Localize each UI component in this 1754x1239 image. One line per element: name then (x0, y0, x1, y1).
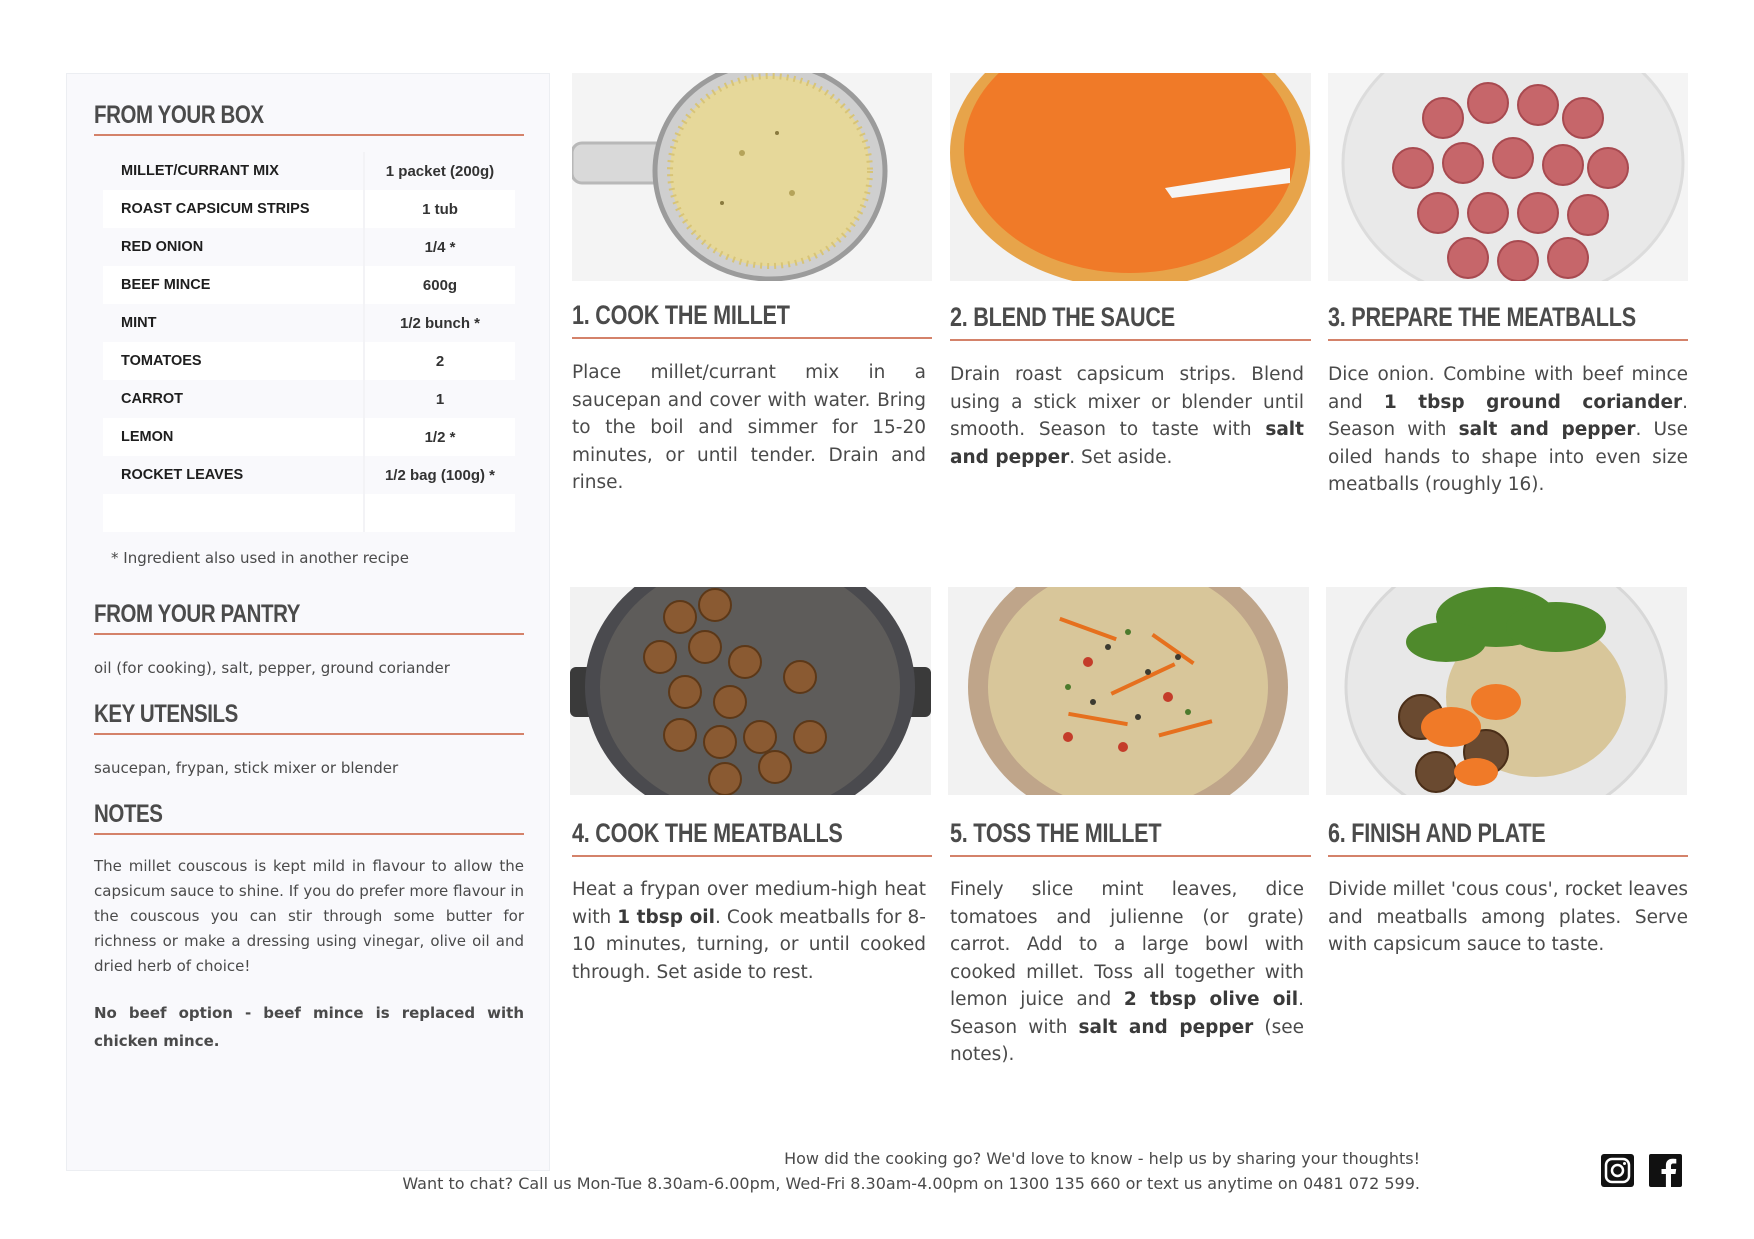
step-6-instructions (1328, 876, 1688, 959)
step-1-title: 1. COOK THE MILLET (572, 300, 790, 330)
step-divider (1328, 339, 1688, 341)
ingredient-quantity: 1 (363, 380, 515, 418)
step-divider (1328, 855, 1688, 857)
instruction-text: Divide millet 'cous cous', rocket leaves and meatballs among plates. Serve with capsicum sauce to taste. (1328, 879, 1688, 955)
ingredients-sidebar (66, 73, 550, 1171)
step-1-photo (572, 73, 932, 281)
ingredient-quantity: 1 packet (200g) (363, 152, 515, 190)
step-5-photo (948, 587, 1309, 795)
notes-text: The millet couscous is kept mild in flavour to allow the capsicum sauce to shine. If you do prefer more flavour in the couscous you can stir through some butter for richness or make a dressing using vinegar, olive oil and dried herb of choice! (94, 857, 524, 975)
utensils-text: saucepan, frypan, stick mixer or blender (94, 759, 399, 777)
ingredient-row (103, 190, 515, 228)
step-2-title: 2. BLEND THE SAUCE (950, 302, 1175, 332)
instruction-emphasis: salt and pepper (1458, 419, 1636, 440)
instruction-text: . Season with (1328, 391, 1689, 440)
ingredient-quantity: 1/2 bag (100g) * (363, 456, 515, 494)
ingredient-quantity: 1/4 * (363, 228, 515, 266)
step-4-photo (570, 587, 931, 795)
ingredient-footnote: * Ingredient also used in another recipe (111, 549, 409, 567)
ingredient-quantity: 1/2 * (363, 418, 515, 456)
instruction-text: Dice onion. Combine with beef mince and (1328, 364, 1688, 413)
ingredient-name: ROAST CAPSICUM STRIPS (121, 201, 310, 217)
ingredient-row (103, 266, 515, 304)
ingredient-row (103, 380, 515, 418)
step-divider (950, 855, 1311, 857)
step-5-title: 5. TOSS THE MILLET (950, 818, 1162, 848)
ingredient-row (103, 494, 515, 532)
ingredient-row (103, 418, 515, 456)
step-3-instructions (1328, 361, 1688, 499)
step-divider (572, 855, 932, 857)
key-utensils-title: KEY UTENSILS (94, 700, 238, 728)
step-4-title: 4. COOK THE MEATBALLS (572, 818, 843, 848)
instruction-text: Finely slice mint leaves, dice tomatoes and julienne (or grate) carrot. Add to a large bowl with cooked millet. Toss all together with lemon juice and (950, 879, 1304, 1010)
step-2-photo (950, 73, 1311, 281)
ingredient-quantity: 1/2 bunch * (363, 304, 515, 342)
ingredient-name: CARROT (121, 391, 184, 407)
ingredient-row (103, 152, 515, 190)
ingredient-quantity: 1 tub (363, 190, 515, 228)
section-divider (94, 833, 524, 835)
ingredient-name: BEEF MINCE (121, 277, 211, 293)
instruction-text: . Season with (950, 989, 1304, 1038)
ingredient-name: RED ONION (121, 239, 204, 255)
ingredient-name: LEMON (121, 429, 174, 445)
from-your-pantry-title: FROM YOUR PANTRY (94, 600, 301, 628)
step-2-instructions (950, 361, 1304, 471)
instruction-text: Place millet/currant mix in a saucepan and cover with water. Bring to the boil and simmer for 15-20 minutes, or until tender. Drain and rinse. (572, 362, 926, 493)
instruction-text: Heat a frypan over medium-high heat with (572, 879, 926, 928)
from-your-box-title: FROM YOUR BOX (94, 101, 264, 129)
instruction-text: (see notes). (950, 1016, 1304, 1065)
instruction-emphasis: salt and pepper (1078, 1016, 1254, 1038)
ingredient-name: TOMATOES (121, 353, 202, 369)
instagram-icon[interactable] (1600, 1153, 1635, 1188)
ingredient-quantity: 2 (363, 342, 515, 380)
step-3-title: 3. PREPARE THE MEATBALLS (1328, 302, 1636, 332)
step-divider (572, 337, 932, 339)
section-divider (94, 134, 524, 136)
ingredient-row (103, 456, 515, 494)
ingredient-row (103, 304, 515, 342)
section-divider (94, 633, 524, 635)
instruction-emphasis: 2 tbsp olive oil (1123, 989, 1299, 1010)
ingredient-quantity: 600g (363, 266, 515, 304)
ingredient-row (103, 342, 515, 380)
step-3-photo (1328, 73, 1688, 281)
instruction-emphasis: salt and pepper (950, 419, 1304, 468)
instruction-text: . Set aside. (1069, 446, 1173, 468)
ingredient-name: MINT (121, 315, 157, 331)
notes-title: NOTES (94, 800, 163, 828)
ingredient-name: MILLET/CURRANT MIX (121, 163, 279, 179)
ingredient-quantity (363, 494, 515, 532)
facebook-icon[interactable] (1648, 1153, 1683, 1188)
ingredient-row (103, 228, 515, 266)
pantry-text: oil (for cooking), salt, pepper, ground coriander (94, 659, 450, 677)
instruction-text: . Use oiled hands to shape into even size meatballs (roughly 16). (1328, 419, 1689, 495)
step-divider (950, 339, 1311, 341)
step-6-photo (1326, 587, 1687, 795)
step-6-title: 6. FINISH AND PLATE (1328, 818, 1546, 848)
ingredient-name: ROCKET LEAVES (121, 467, 244, 483)
no-beef-option-note: No beef option - beef mince is replaced with chicken mince. (94, 1004, 524, 1050)
ingredients-table (103, 152, 515, 532)
step-5-instructions (950, 876, 1304, 1069)
instruction-emphasis: 1 tbsp ground coriander (1383, 391, 1683, 413)
step-1-instructions (572, 359, 926, 497)
instruction-emphasis: 1 tbsp oil (617, 906, 715, 928)
instruction-text: Drain roast capsicum strips. Blend using a stick mixer or blender until smooth. Season to taste with (950, 364, 1304, 440)
feedback-line: How did the cooking go? We'd love to know - help us by sharing your thoughts! (784, 1149, 1420, 1168)
contact-line: Want to chat? Call us Mon-Tue 8.30am-6.00pm, Wed-Fri 8.30am-4.00pm on 1300 135 660 or text us anytime on 0481 072 599. (402, 1174, 1420, 1193)
instruction-text: . Cook meatballs for 8-10 minutes, turning, or until cooked through. Set aside to rest. (572, 906, 926, 983)
step-4-instructions (572, 876, 926, 986)
section-divider (94, 733, 524, 735)
